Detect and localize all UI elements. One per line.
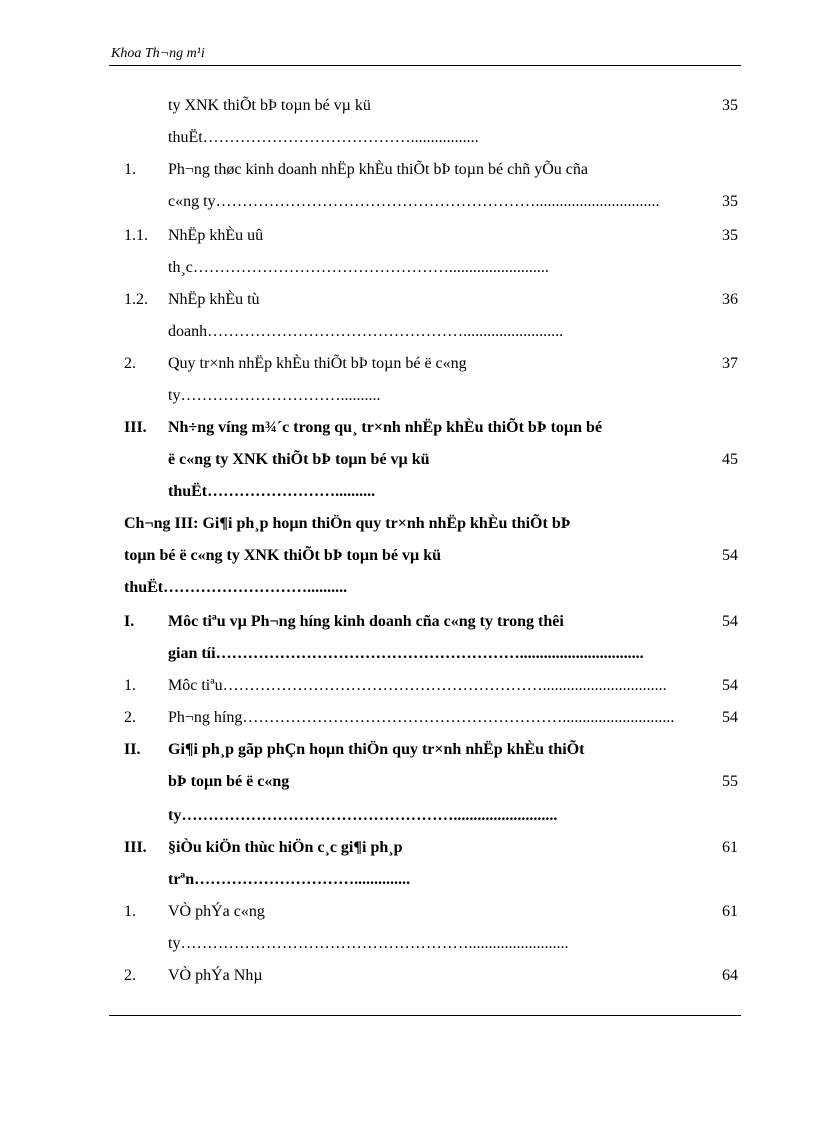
toc-entry-number: 2. xyxy=(124,355,136,372)
toc-page-number: 45 xyxy=(722,451,738,468)
toc-page-number: 35 xyxy=(722,227,738,244)
toc-entry-number: II. xyxy=(124,741,141,758)
toc-entry-text: th¸c…………………………………………......................... xyxy=(168,259,549,276)
toc-entry-text: c«ng ty……………………………………………………............................... xyxy=(168,193,660,210)
toc-page-number: 36 xyxy=(722,291,738,308)
toc-entry-text: ty………………………………………………......................... xyxy=(168,935,569,952)
toc-entry-number: 1. xyxy=(124,903,136,920)
toc-entry-text: thuËt…………………………………................. xyxy=(168,129,479,146)
toc-entry-text: Môc tiªu……………………………………………………............................... xyxy=(168,677,667,694)
toc-page-number: 54 xyxy=(722,677,738,694)
toc-entry-number: 2. xyxy=(124,709,136,726)
toc-entry-number: III. xyxy=(124,419,147,436)
toc-page-number: 64 xyxy=(722,967,738,984)
toc-page-number: 54 xyxy=(722,547,738,564)
toc-entry-number: III. xyxy=(124,839,147,856)
toc-entry-number: 1.2. xyxy=(124,291,148,308)
toc-page-number: 55 xyxy=(722,773,738,790)
toc-entry-text: Quy tr×nh nhËp khÈu thiÕt bÞ toµn bé ë c«ng xyxy=(168,355,467,372)
toc-entry-text: ty………………………….......... xyxy=(168,387,381,404)
toc-entry-number: 1. xyxy=(124,161,136,178)
toc-entry-text: NhËp khÈu tù xyxy=(168,291,260,308)
toc-entry-text: toµn bé ë c«ng ty XNK thiÕt bÞ toµn bé vµ kü xyxy=(124,547,442,564)
toc-entry-text: ty…………………………………………….......................... xyxy=(168,807,558,824)
toc-page-number: 54 xyxy=(722,709,738,726)
toc-page-number: 61 xyxy=(722,903,738,920)
toc-entry-text: Ch¬ng III: Gi¶i ph¸p hoµn thiÖn quy tr×nh nhËp khÈu thiÕt bÞ xyxy=(124,515,571,532)
toc-entry-text: ty XNK thiÕt bÞ toµn bé vµ kü xyxy=(168,97,371,114)
toc-entry-text: VÒ phÝa Nhµ xyxy=(168,967,263,984)
toc-entry-text: Ph¬ng thøc kinh doanh nhËp khÈu thiÕt bÞ toµn bé chñ yÕu cña xyxy=(168,161,588,178)
toc-entry-text: bÞ toµn bé ë c«ng xyxy=(168,773,290,790)
page-header xyxy=(109,44,741,64)
toc-entry-number: 2. xyxy=(124,967,136,984)
toc-entry-text: NhËp khÈu uû xyxy=(168,227,264,244)
toc-entry-text: trªn………………………….............. xyxy=(168,871,411,888)
toc-entry-text: §iÒu kiÖn thùc hiÖn c¸c gi¶i ph¸p xyxy=(168,839,403,856)
toc-entry-text: VÒ phÝa c«ng xyxy=(168,903,265,920)
toc-entry-number: I. xyxy=(124,613,135,630)
toc-entry-number: 1.1. xyxy=(124,227,148,244)
toc-page-number: 37 xyxy=(722,355,738,372)
toc-page-number: 61 xyxy=(722,839,738,856)
header-rule xyxy=(109,65,741,66)
footer-rule xyxy=(109,1015,741,1016)
toc-entry-text: thuËt…………………….......... xyxy=(168,483,376,500)
toc-page-number: 35 xyxy=(722,193,738,210)
toc-entry-text: thuËt……………………….......... xyxy=(124,579,348,596)
toc-page-number: 35 xyxy=(722,97,738,114)
toc-entry-text: doanh…………………………………………......................... xyxy=(168,323,564,340)
toc-entry-text: Gi¶i ph¸p gãp phÇn hoµn thiÖn quy tr×nh nhËp khÈu thiÕt xyxy=(168,741,585,758)
header-title: Khoa Th¬ng m¹i xyxy=(111,46,205,61)
toc-page-number: 54 xyxy=(722,613,738,630)
toc-entry-text: Ph¬ng híng……………………………………………………............................ xyxy=(168,709,675,726)
toc-entry-text: Môc tiªu vµ Ph¬ng híng kinh doanh cña c«ng ty trong thêi xyxy=(168,613,564,630)
toc-entry-text: ë c«ng ty XNK thiÕt bÞ toµn bé vµ kü xyxy=(168,451,430,468)
toc-entry-number: 1. xyxy=(124,677,136,694)
toc-entry-text: Nh÷ng víng m¾´c trong qu¸ tr×nh nhËp khÈu thiÕt bÞ toµn bé xyxy=(168,419,603,436)
toc-entry-text: gian tíi…………………………………………………............................... xyxy=(168,645,644,662)
